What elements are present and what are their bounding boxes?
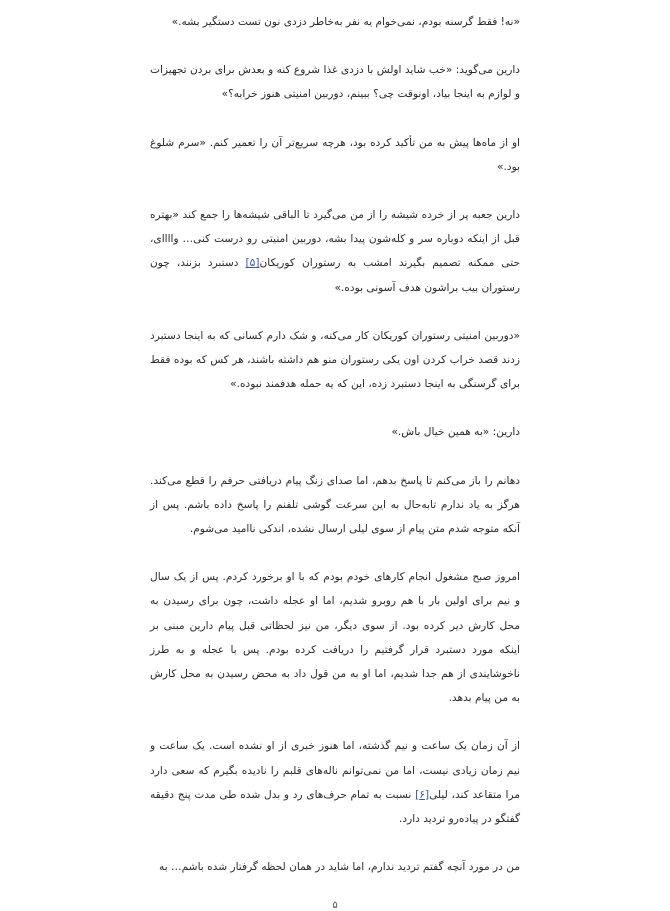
- footnote-link[interactable]: [۵]: [245, 257, 260, 270]
- paragraph: من در مورد آنچه گفتم تردید ندارم، اما شاید در همان لحظه گرفتار شده باشم… به: [159, 861, 520, 874]
- paragraph: او از ماه‌ها پیش به من تأکید کرده بود، هرچه سریع‌تر آن را تعمیر کنم. «سرم شلوغ بود.»: [150, 136, 520, 173]
- footnote-link[interactable]: [۶]: [415, 788, 430, 801]
- paragraph: امروز صبح مشغول انجام کارهای خودم بودم که با او برخورد کردم. پس از یک سال و نیم برای اولین بار با هم روبرو شدیم، اما او عجله داشت، چون برای رسیدن به محل کارش دیر کرده بود. از سوی دیگر، من نیز لحظاتی قبل پیام دارین مبنی بر اینکه مورد دستبرد قرار گرفتیم را دریافت کرده بودم. پس با عجله و به طرز ناخوشایندی از هم جدا شدیم، اما او به من قول داد به محض رسیدن به محل کارش به من پیام بدهد.: [150, 571, 520, 705]
- paragraph: دارین می‌گوید: «خب شاید اولش با دزدی غذا شروع کنه و بعدش برای بردن تجهیزات و لوازم به اینجا بیاد، اونوقت چی؟ ببینم، دوربین امنیتی هنوز خرابه؟»: [150, 64, 520, 101]
- paragraph-text: نسبت به تمام حرف‌های رد و بدل شده طی مدت پنج دقیقه گفتگو در پیاده‌رو تردید دارد.: [150, 788, 520, 826]
- paragraph-text: دارین جعبه پر از خرده شیشه را از من می‌گیرد تا الباقی شیشه‌ها را جمع کند «بهتره قبل از اینکه دوباره سر و کله‌شون پیدا بشه، دوربین امنیتی رو درست کنی… واااای، حتی ممکنه تصمیم بگیرند امشب به رستوران کوریکان: [150, 209, 520, 270]
- page-number: ۵: [332, 900, 338, 911]
- paragraph-text: دستبرد بزنند، چون رستوران بیب براشون هدف آسونی بوده.»: [150, 257, 520, 294]
- paragraph: دهانم را باز می‌کنم تا پاسخ بدهم، اما صدای زنگ پیام دریافتی حرفم را قطع می‌کند. هرگز به یاد ندارم تابه‌حال به این سرعت گوشی تلفنم را پاسخ داده باشم. پس از آنکه متوجه شدم متن پیام از سوی لیلی ارسال نشده، اندکی ناامید می‌شوم.: [150, 474, 520, 536]
- paragraph: [150, 734, 520, 831]
- paragraph-text: از آن زمان یک ساعت و نیم گذشته، اما هنوز خبری از او نشده است. یک ساعت و نیم زمان زیادی نیست، اما من نمی‌توانم ناله‌های قلبم را نادیده بگیرم که سعی دارد مرا متقاعد کند، لیلی: [150, 740, 520, 801]
- paragraph: دارین: «به همین خیال باش.»: [391, 426, 520, 439]
- paragraph: «دوربین امنیتی رستوران کوریکان کار می‌کنه، و شک دارم کسانی که به اینجا دستبرد زدند قصد خراب کردن اون یکی رستوران منو هم داشته باشند، هر کس که بوده فقط برای گرسنگی به اینجا دستبرد زده، این که یه حمله هدفمند نبوده.»: [150, 329, 520, 391]
- document-page: [150, 10, 520, 903]
- paragraph: «نه! فقط گرسنه بودم، نمی‌خوام یه نفر به‌خاطر دزدی نون تست دستگیر بشه.»: [171, 16, 520, 28]
- paragraph: [150, 203, 520, 300]
